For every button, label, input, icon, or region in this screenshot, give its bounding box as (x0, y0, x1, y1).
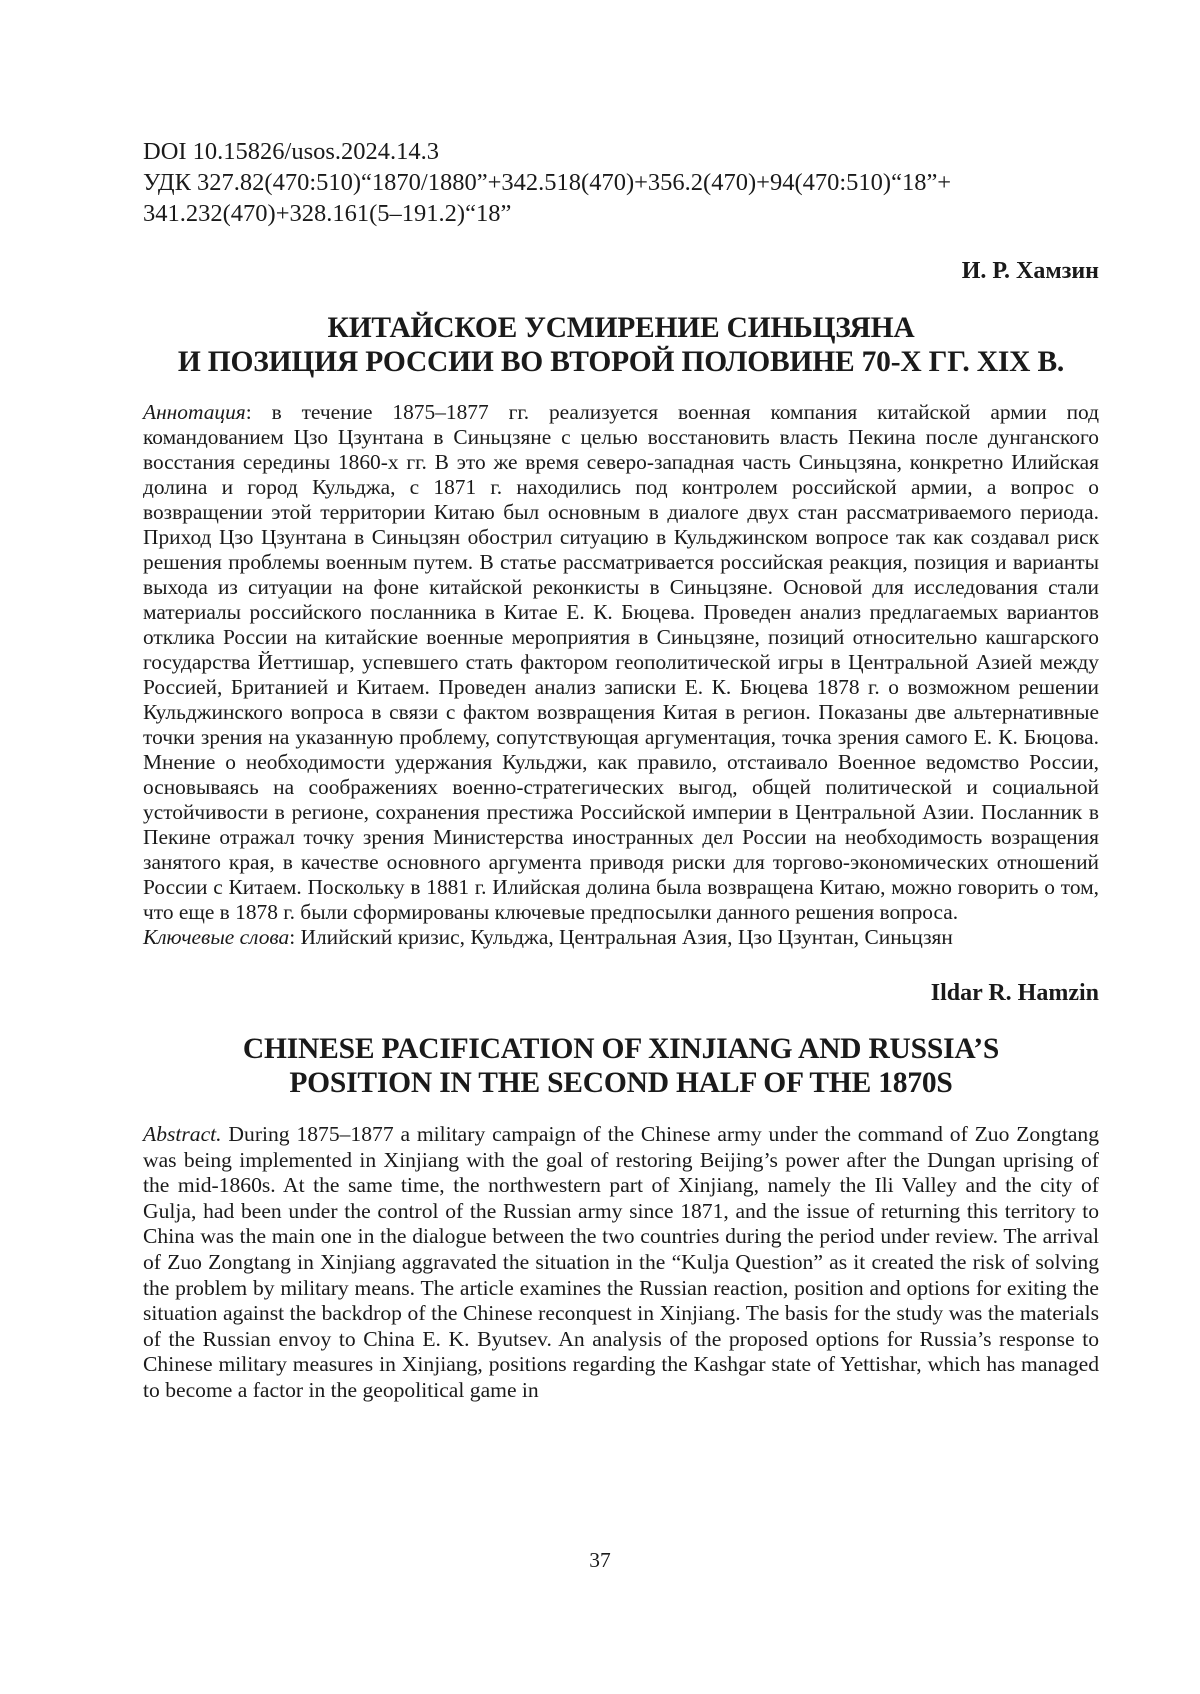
article-page (143, 136, 1099, 1404)
keywords-ru-label: Ключевые слова (143, 925, 290, 949)
abstract-ru-text: : в течение 1875–1877 гг. реализуется военная компания китайской армии под командованием Цзо Цзунтана в Синьцзяне с целью восстановить власть Пекина после дунганского восстания середины 1860-х гг. В это же время северо-западная часть Синьцзяна, конкретно Илийская долина и город Кульджа, с 1871 г. находились под контролем российской армии, а вопрос о возвращении этой территории Китаю был основным в диалоге двух стан рассматриваемого периода. Приход Цзо Цзунтана в Синьцзян обострил ситуацию в Кульджинском вопросе так как создавал риск решения проблемы военным путем. В статье рассматривается российская реакция, позиция и варианты выхода из ситуации на фоне китайской реконкисты в Синьцзяне. Основой для исследования стали материалы российского посланника в Китае Е. К. Бюцева. Проведен анализ предлагаемых вариантов отклика России на китайские военные мероприятия в Синьцзяне, позиций относительно кашгарского государства Йеттишар, успевшего стать фактором геополитической игры в Центральной Азией между Россией, Британией и Китаем. Проведен анализ записки Е. К. Бюцева 1878 г. о возможном решении Кульджинского вопроса в связи с фактом возвращения Китая в регион. Показаны две альтернативные точки зрения на указанную проблему, сопутствующая аргументация, точка зрения самого Е. К. Бюцова. Мнение о необходимости удержания Кульджи, как правило, отстаивало Военное ведомство России, основываясь на соображениях военно-стратегических выгод, общей политической и социальной устойчивости в регионе, сохранения престижа Российской империи в Центральной Азии. Посланник в Пекине отражал точку зрения Министерства иностранных дел России на необходимость возращения занятого края, в качестве основного аргумента приводя риски для торгово-экономических отношений России с Китаем. Поскольку в 1881 г. Илийская долина была возвращена Китаю, можно говорить о том, что еще в 1878 г. были сформированы ключевые предпосылки данного решения вопроса. (143, 400, 1099, 924)
doi-line: DOI 10.15826/usos.2024.14.3 (143, 138, 440, 165)
page-number: 37 (589, 1548, 611, 1572)
title-en-line-1: CHINESE PACIFICATION OF XINJIANG AND RUSSIA’S (242, 1033, 1000, 1065)
title-en-line-2: POSITION IN THE SECOND HALF OF THE 1870S (289, 1067, 953, 1099)
udc-line-2: 341.232(470)+328.161(5–191.2)“18” (143, 200, 512, 227)
keywords-ru (143, 925, 1099, 950)
abstract-ru (143, 400, 1099, 925)
abstract-ru-label: Аннотация (143, 400, 246, 424)
title-ru-line-2: И ПОЗИЦИЯ РОССИИ ВО ВТОРОЙ ПОЛОВИНЕ 70-Х ГГ. XIX В. (177, 346, 1065, 378)
abstract-en-label: Abstract. (143, 1122, 222, 1146)
keywords-ru-text: : Илийский кризис, Кульджа, Центральная Азия, Цзо Цзунтан, Синьцзян (289, 925, 953, 949)
abstract-en (143, 1122, 1099, 1404)
udc-line-1: УДК 327.82(470:510)“1870/1880”+342.518(470)+356.2(470)+94(470:510)“18”+ (143, 169, 952, 196)
title-ru-line-1: КИТАЙСКОЕ УСМИРЕНИЕ СИНЬЦЗЯНА (327, 312, 915, 344)
abstract-en-text: During 1875–1877 a military campaign of the Chinese army under the command of Zuo Zongtang was being implemented in Xinjiang with the goal of restoring Beijing’s power after the Dungan uprising of the mid-1860s. At the same time, the northwestern part of Xinjiang, namely the Ili Valley and the city of Gulja, had been under the control of the Russian army since 1871, and the issue of returning this territory to China was the main one in the dialogue between the two countries during the period under review. The arrival of Zuo Zongtang in Xinjiang aggravated the situation in the “Kulja Question” as it created the risk of solving the problem by military means. The article examines the Russian reaction, position and options for exiting the situation against the backdrop of the Chinese reconquest in Xinjiang. The basis for the study was the materials of the Russian envoy to China E. K. Byutsev. An analysis of the proposed options for Russia’s response to Chinese military measures in Xinjiang, positions regarding the Kashgar state of Yettishar, which has managed to become a factor in the geopolitical game in (143, 1122, 1099, 1402)
title-ru (143, 311, 1099, 379)
title-en (143, 1032, 1099, 1100)
author-ru: И. Р. Хамзин (961, 258, 1099, 284)
author-en: Ildar R. Hamzin (930, 980, 1099, 1006)
